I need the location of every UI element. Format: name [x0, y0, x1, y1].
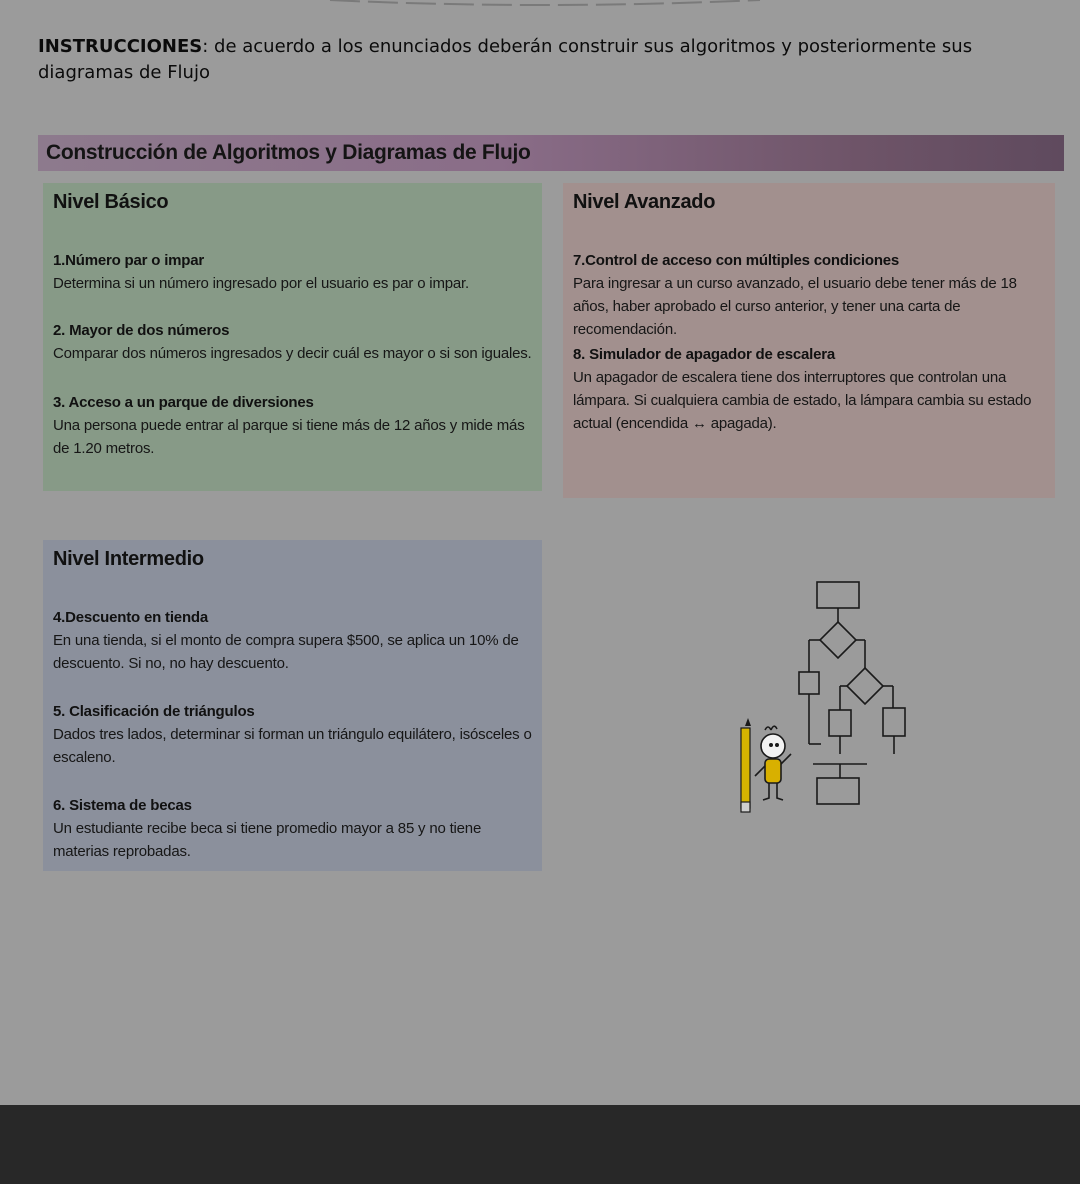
bottom-dark-bar: [0, 1105, 1080, 1184]
card-nivel-avanzado: [563, 183, 1055, 498]
exercise-title: 4.Descuento en tienda: [53, 609, 209, 626]
exercise-description: Un estudiante recibe beca si tiene promedio mayor a 85 y no tiene materias reprobadas.: [53, 820, 482, 860]
exercise-title: 2. Mayor de dos números: [53, 322, 230, 339]
card-heading: Nivel Intermedio: [53, 548, 204, 570]
pencil-icon: [741, 718, 751, 812]
instructions-label: INSTRUCCIONES: [38, 36, 203, 57]
exercise-description: Comparar dos números ingresados y decir cuál es mayor o si son iguales.: [53, 345, 532, 362]
exercise-description: Determina si un número ingresado por el usuario es par o impar.: [53, 275, 469, 292]
card-heading: Nivel Avanzado: [573, 191, 716, 213]
exercise-item: [53, 794, 534, 863]
exercise-title: 8. Simulador de apagador de escalera: [573, 346, 836, 363]
instructions-paragraph: [38, 34, 1048, 86]
exercise-item: [573, 343, 1047, 435]
exercise-item: [53, 606, 534, 675]
card-nivel-basico: [43, 183, 542, 491]
exercise-title: 6. Sistema de becas: [53, 797, 192, 814]
flowchart-with-pencil-character-icon: [735, 578, 915, 823]
instructions-text: : de acuerdo a los enunciados deberán construir sus algoritmos y posteriormente sus diagramas de Flujo: [38, 36, 973, 83]
banner-title: Construcción de Algoritmos y Diagramas de Flujo: [46, 141, 531, 164]
exercise-title: 5. Clasificación de triángulos: [53, 703, 255, 720]
exercise-item: [53, 249, 534, 295]
exercise-title: 3. Acceso a un parque de diversiones: [53, 394, 314, 411]
top-edge-arc: [0, 0, 1080, 20]
exercise-description: Dados tres lados, determinar si forman un triángulo equilátero, isósceles o escaleno.: [53, 726, 532, 766]
exercise-description: En una tienda, si el monto de compra supera $500, se aplica un 10% de descuento. Si no, no hay descuento.: [53, 632, 519, 672]
exercise-title: 1.Número par o impar: [53, 252, 205, 269]
exercise-item: [573, 249, 1047, 341]
stick-character-icon: [755, 726, 791, 800]
exercise-item: [53, 700, 534, 769]
exercise-description: Para ingresar a un curso avanzado, el usuario debe tener más de 18 años, haber aprobado el curso anterior, y tener una carta de recomendación.: [573, 275, 1017, 338]
exercise-title: 7.Control de acceso con múltiples condiciones: [573, 252, 900, 269]
exercise-item: [53, 319, 534, 365]
section-banner: [38, 135, 1064, 171]
exercise-description: Un apagador de escalera tiene dos interruptores que controlan una lámpara. Si cualquiera cambia de estado, la lámpara cambia su estado actual (encendida ↔ apagada).: [573, 369, 1032, 432]
card-nivel-intermedio: [43, 540, 542, 871]
card-heading: Nivel Básico: [53, 191, 169, 213]
exercise-description: Una persona puede entrar al parque si tiene más de 12 años y mide más de 1.20 metros.: [53, 417, 525, 457]
exercise-item: [53, 391, 534, 460]
